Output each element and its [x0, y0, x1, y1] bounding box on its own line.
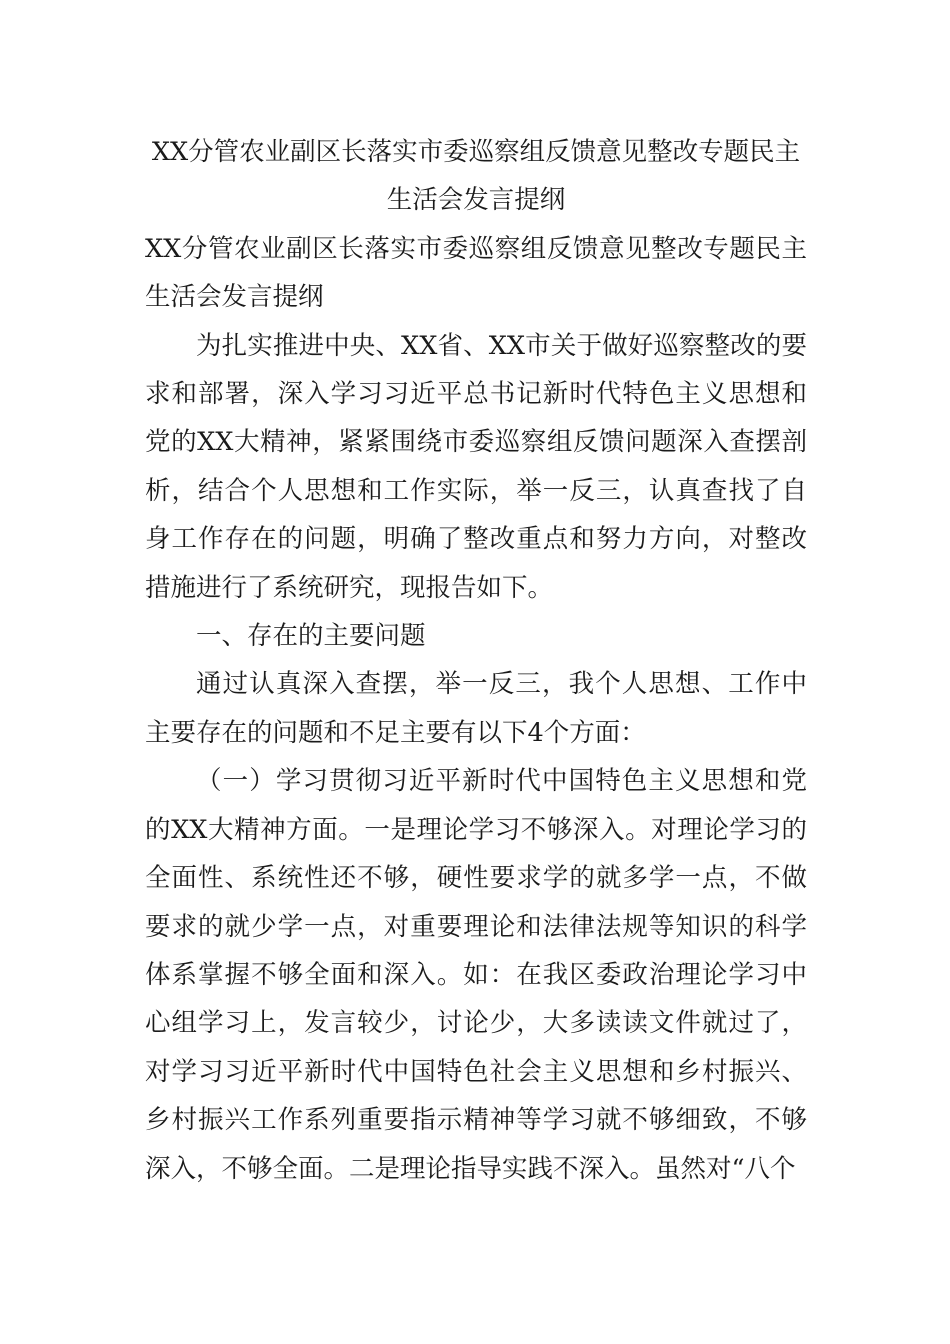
intro-paragraph: 为扎实推进中央、XX省、XX市关于做好巡察整改的要求和部署，深入学习习近平总书记新时代特色主义思想和党的XX大精神，紧紧围绕市委巡察组反馈问题深入查摆剖析，结合个人思想和工作实际，举一反三，认真查找了自身工作存在的问题，明确了整改重点和努力方向，对整改措施进行了系统研究，现报告如下。 — [145, 330, 807, 603]
subsection-paragraph: （一）学习贯彻习近平新时代中国特色主义思想和党的XX大精神方面。一是理论学习不够深入。对理论学习的全面性、系统性还不够，硬性要求学的就多学一点，不做要求的就少学一点，对重要理论和法律法规等知识的科学体系掌握不够全面和深入。如：在我区委政治理论学习中心组学习上，发言较少，讨论少，大多读读文件就过了，对学习习近平新时代中国特色社会主义思想和乡村振兴、乡村振兴工作系列重要指示精神等学习就不够细致，不够深入，不够全面。二是理论指导实践不深入。虽然对“八个 — [145, 766, 807, 1184]
document-subtitle: XX分管农业副区长落实市委巡察组反馈意见整改专题民主生活会发言提纲 — [145, 233, 807, 313]
document-title: XX分管农业副区长落实市委巡察组反馈意见整改专题民主生活会发言提纲 — [151, 137, 801, 216]
section-intro-paragraph: 通过认真深入查摆，举一反三，我个人思想、工作中主要存在的问题和不足主要有以下4个方面： — [145, 669, 807, 748]
document-body — [145, 128, 807, 1193]
section-heading: 一、存在的主要问题 — [196, 621, 426, 652]
